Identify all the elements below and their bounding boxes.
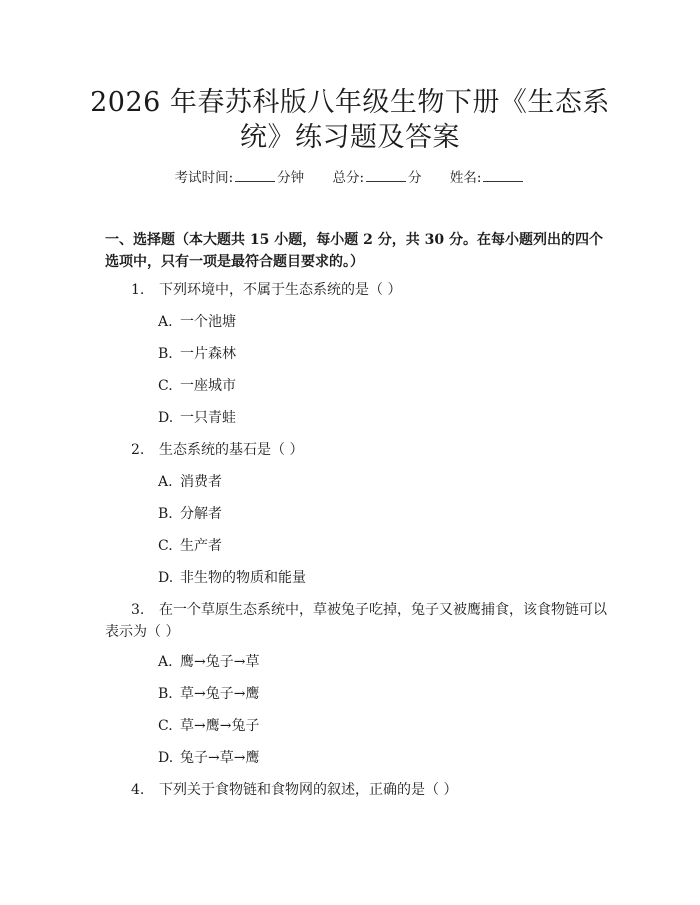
option-text: 分解者: [180, 506, 222, 522]
section-heading: 一、选择题（本大题共 15 小题，每小题 2 分，共 30 分。在每小题列出的四个选项中，只有一项是最符合题目要求的。）: [105, 232, 603, 270]
total-score: [332, 170, 421, 186]
option-letter: A.: [158, 654, 173, 670]
question-number: 4.: [131, 782, 145, 798]
question-3-option-b: [158, 683, 259, 705]
document-title-line-1: 2026 年春苏科版八年级生物下册《生态系: [90, 87, 610, 118]
option-text: 草→鹰→兔子: [180, 718, 260, 734]
question-3-option-d: [158, 747, 259, 769]
option-letter: D.: [158, 570, 174, 586]
question-2-option-c: [158, 535, 222, 557]
option-text: 一片森林: [180, 346, 236, 362]
question-1-option-c: [158, 375, 236, 397]
option-letter: B.: [158, 506, 173, 522]
question-number: 2.: [131, 442, 145, 458]
option-letter: D.: [158, 750, 174, 766]
question-text: 生态系统的基石是（ ）: [159, 442, 304, 458]
total-score-blank: [366, 169, 406, 182]
total-score-unit: 分: [408, 170, 422, 186]
option-text: 一座城市: [180, 378, 236, 394]
question-3: [131, 599, 607, 621]
question-number: 1.: [131, 282, 145, 298]
exam-time: [175, 170, 305, 186]
option-text: 草→兔子→鹰: [180, 686, 260, 702]
question-2-option-b: [158, 503, 222, 525]
question-number: 3.: [131, 602, 145, 618]
option-letter: D.: [158, 410, 174, 426]
question-4: [131, 779, 457, 801]
exam-time-blank: [235, 169, 275, 182]
option-letter: A.: [158, 314, 173, 330]
question-2-option-d: [158, 567, 306, 589]
question-2-option-a: [158, 471, 222, 493]
question-text: 下列环境中，不属于生态系统的是（ ）: [159, 282, 402, 298]
student-name-label: 姓名:: [449, 170, 482, 186]
question-1-option-d: [158, 407, 236, 429]
question-1: [131, 279, 401, 301]
question-3-option-c: [158, 715, 259, 737]
option-letter: B.: [158, 686, 173, 702]
total-score-label: 总分:: [332, 170, 365, 186]
option-letter: B.: [158, 346, 173, 362]
student-name-blank: [483, 169, 523, 182]
question-3-continuation: [105, 621, 179, 643]
option-text: 一个池塘: [180, 314, 236, 330]
exam-time-unit: 分钟: [277, 170, 305, 186]
question-1-option-a: [158, 311, 236, 333]
exam-time-label: 考试时间:: [174, 170, 234, 186]
option-letter: C.: [158, 718, 173, 734]
option-text: 鹰→兔子→草: [180, 654, 260, 670]
document-title-line-2: 统》练习题及答案: [240, 122, 460, 153]
option-letter: C.: [158, 378, 173, 394]
question-3-option-a: [158, 651, 259, 673]
option-letter: C.: [158, 538, 173, 554]
exam-info-line: [0, 168, 700, 188]
option-text: 生产者: [180, 538, 222, 554]
question-text-line-2: 表示为（ ）: [105, 624, 180, 640]
question-2: [131, 439, 303, 461]
option-text: 兔子→草→鹰: [180, 750, 260, 766]
option-text: 一只青蛙: [180, 410, 236, 426]
question-text: 下列关于食物链和食物网的叙述，正确的是（ ）: [159, 782, 458, 798]
question-text-line-1: 在一个草原生态系统中，草被兔子吃掉，兔子又被鹰捕食，该食物链可以: [159, 602, 607, 618]
question-1-option-b: [158, 343, 236, 365]
student-name: [450, 170, 526, 186]
option-text: 消费者: [180, 474, 222, 490]
option-text: 非生物的物质和能量: [180, 570, 306, 586]
option-letter: A.: [158, 474, 173, 490]
